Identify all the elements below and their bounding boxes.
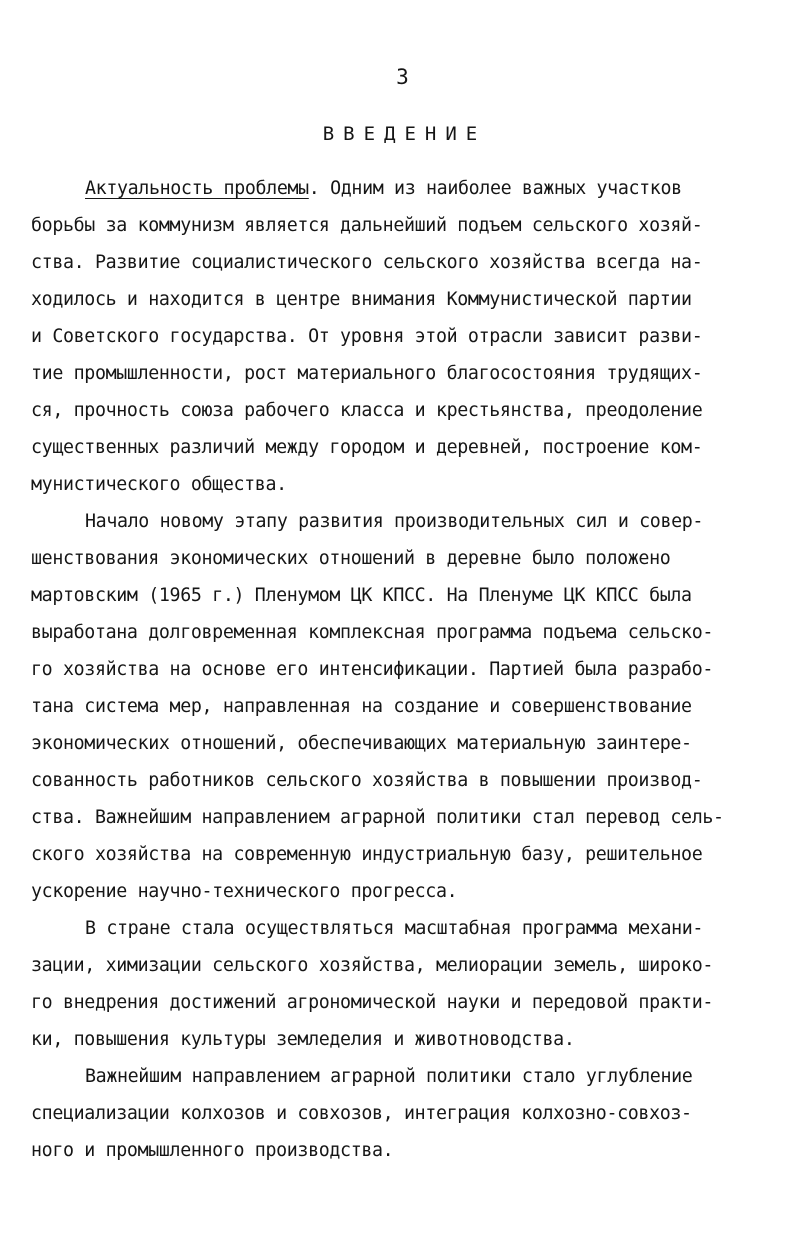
text-line: и Советского государства. От уровня этой отрасли зависит разви- xyxy=(31,326,703,347)
text-line: зации, химизации сельского хозяйства, мелиорации земель, широко- xyxy=(31,955,713,976)
text-line: экономических отношений, обеспечивающих материальную заинтере- xyxy=(31,733,692,754)
text-line: сованность работников сельского хозяйства в повышении производ- xyxy=(31,770,703,791)
text-line: ского хозяйства на современную индустриальную базу, решительное xyxy=(31,844,703,865)
text-line: ства. Развитие социалистического сельского хозяйства всегда на- xyxy=(31,252,703,273)
text-line: го внедрения достижений агрономической науки и передовой практи- xyxy=(31,992,713,1013)
text-line: ускорение научно-технического прогресса. xyxy=(31,881,458,902)
text-line: мартовским (1965 г.) Пленумом ЦК КПСС. На Пленуме ЦК КПСС была xyxy=(31,585,692,606)
text-line: ного и промышленного производства. xyxy=(31,1140,394,1161)
text-line: мунистического общества. xyxy=(31,474,287,495)
text-line: ства. Важнейшим направлением аграрной политики стал перевод сель- xyxy=(31,807,724,828)
text-line: ходилось и находится в центре внимания Коммунистической партии xyxy=(31,289,692,310)
page-number: 3 xyxy=(396,65,409,89)
text-line: Начало новому этапу развития производительных сил и совер- xyxy=(85,511,704,532)
text-line: ки, повышения культуры земледелия и животноводства. xyxy=(31,1029,575,1050)
text-line: ся, прочность союза рабочего класса и крестьянства, преодоление xyxy=(31,400,703,421)
text-line: тие промышленности, рост материального благосостояния трудящих- xyxy=(31,363,703,384)
text-line: В стране стала осуществляться масштабная программа механи- xyxy=(85,918,704,939)
section-heading: ВВЕДЕНИЕ xyxy=(322,123,487,145)
text-line: шенствования экономических отношений в деревне было положено xyxy=(31,548,671,569)
text-line: борьбы за коммунизм является дальнейший подъем сельского хозяй- xyxy=(31,215,703,236)
text-line xyxy=(85,175,682,203)
text-line: выработана долговременная комплексная программа подъема сельско- xyxy=(31,622,713,643)
text-line: существенных различий между городом и деревней, построение ком- xyxy=(31,437,703,458)
text-line: го хозяйства на основе его интенсификации. Партией была разрабо- xyxy=(31,659,713,680)
text-line: тана система мер, направленная на создание и совершенствование xyxy=(31,696,692,717)
text-line: специализации колхозов и совхозов, интеграция колхозно-совхоз- xyxy=(31,1103,692,1124)
text-line: Важнейшим направлением аграрной политики стало углубление xyxy=(85,1066,693,1087)
text-line-remainder: . Одним из наиболее важных участков xyxy=(308,178,682,199)
lead-term: Актуальность проблемы xyxy=(85,178,309,199)
